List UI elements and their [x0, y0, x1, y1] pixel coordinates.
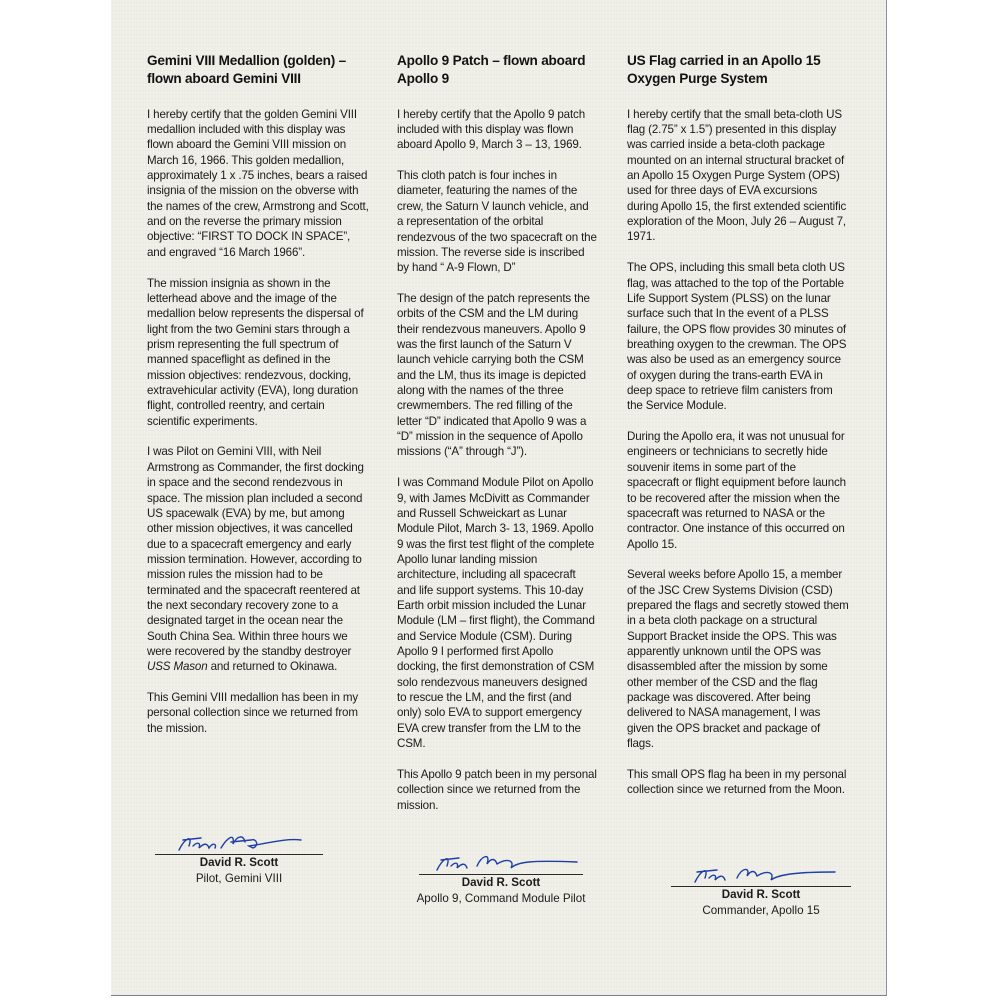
signer-name: David R. Scott — [461, 876, 541, 889]
signer-role: Commander, Apollo 15 — [702, 903, 820, 917]
paragraph: I was Command Module Pilot on Apollo 9, with James McDivitt as Commander and Russell Schweickart as Lunar Module Pilot, March 3- 13, 1969. Apollo 9 was the first test flight of the complete Apollo lunar landing mission architecture, including all spacecraft and life support systems. This 10-day Earth orbit mission included the Lunar Module (LM – first flight), the Command and Service Module (CSM). During Apollo 9 I performed first Apollo docking, the first demonstration of CSM solo rendezvous maneuvers designed to rescue the LM, and the first (and only) solo EVA to support emergency EVA crew transfer from the LM to the CSM. — [397, 476, 595, 751]
paragraph: The mission insignia as shown in the letterhead above and the image of the medallion below represents the dispersal of light from the two Gemini stars through a prism representing the full spectrum of manned spaceflight as defined in the mission objectives: rendezvous, docking, extravehicular activity (EVA), long duration flight, controlled reentry, and certain scientific experiments. — [147, 276, 364, 428]
column-apollo-9 — [397, 52, 597, 829]
paragraph-text: and returned to Okinawa. — [207, 660, 338, 674]
signature-line — [155, 832, 323, 855]
signer-role: Apollo 9, Command Module Pilot — [416, 891, 586, 905]
paragraph: Several weeks before Apollo 15, a member of the JSC Crew Systems Division (CSD) prepared the flags and secretly stowed them in a beta cloth package on a structural Support Bracket inside the OPS. This was apparently unknown until the OPS was disassembled after the mission by some other member of the CSD and the flag package was discovered. After being delivered to NASA management, I was given the OPS bracket and package of flags. — [627, 568, 849, 751]
paragraph: This cloth patch is four inches in diameter, featuring the names of the crew, the Saturn V launch vehicle, and a representation of the orbital rendezvous of the two spacecraft on the mission. The reverse side is inscribed by hand “ A-9 Flown, D” — [397, 169, 597, 275]
paragraph: This small OPS flag ha been in my personal collection since we returned from the Moon. — [627, 768, 847, 797]
column-gemini-viii — [147, 52, 369, 752]
paragraph: The OPS, including this small beta cloth US flag, was attached to the top of the Portable Life Support System (PLSS) on the lunar surface such that In the event of a PLSS failure, the OPS flow provides 30 minutes of breathing oxygen to the crewman. The OPS was also be used as an emergency source of oxygen during the trans-earth EVA in deep space to retrieve film canisters from the Service Module. — [627, 261, 847, 413]
signer-name: David R. Scott — [721, 888, 801, 901]
signature-icon — [689, 862, 839, 888]
paragraph: I hereby certify that the small beta-cloth US flag (2.75” x 1.5”) presented in this display was carried inside a beta-cloth package mounted on an internal structural bracket of an Apollo 15 Oxygen Purge System (OPS) used for three days of EVA excursions during Apollo 15, the first extended scientific exploration of the Moon, July 26 – August 7, 1971. — [627, 107, 847, 244]
paragraph: I hereby certify that the Apollo 9 patch included with this display was flown aboard Apollo 9, March 3 – 13, 1969. — [397, 107, 585, 152]
ship-name: USS Mason — [147, 660, 208, 674]
certificate-sheet — [111, 0, 887, 996]
paragraph: The design of the patch represents the orbits of the CSM and the LM during their rendezvous maneuvers. Apollo 9 was the first launch of the Saturn V launch vehicle carrying both the CSM and the LM, thus its image is depicted along with the names of the three crewmembers. The red filling of the letter “D” indicated that Apollo 9 was a “D” mission in the sequence of Apollo missions (“A” through “J”). — [397, 292, 590, 459]
paragraph: This Apollo 9 patch been in my personal collection since we returned from the mission. — [397, 768, 597, 812]
section-title: Gemini VIII Medallion (golden) – flown aboard Gemini VIII — [147, 53, 347, 86]
signature-block-apollo-9 — [401, 852, 601, 906]
signer-role: Pilot, Gemini VIII — [195, 871, 283, 885]
paragraph: I hereby certify that the golden Gemini VIII medallion included with this display was flown aboard the Gemini VIII mission on March 16, 1966. This golden medallion, approximately 1 x .75 inches, bears a raised insignia of the mission on the obverse with the names of the crew, Armstrong and Scott, and on the reverse the primary mission objective: “FIRST TO DOCK IN SPACE”, and engraved “16 March 1966”. — [147, 107, 369, 259]
paragraph — [147, 444, 369, 674]
section-title: US Flag carried in an Apollo 15 Oxygen Purge System — [627, 53, 821, 86]
signature-icon — [431, 848, 581, 876]
paragraph: During the Apollo era, it was not unusual for engineers or technicians to secretly hide souvenir items in some part of the spacecraft or flight equipment before launch to be recovered after the mission when the spacecraft was returned to NASA or the contractor. One instance of this occurred on Apollo 15. — [627, 430, 846, 551]
signer-name: David R. Scott — [199, 856, 279, 869]
signature-icon — [175, 828, 305, 856]
signature-block-gemini — [155, 832, 323, 886]
column-apollo-15 — [627, 52, 849, 798]
signature-line — [671, 868, 851, 887]
section-title: Apollo 9 Patch – flown aboard Apollo 9 — [397, 53, 586, 86]
paragraph-text: I was Pilot on Gemini VIII, with Neil Armstrong as Commander, the first docking in space and the second rendezvous in space. The mission plan included a second US spacewalk (EVA) by me, but among other mission objectives, it was cancelled due to a spacecraft emergency and early mission termination. However, according to mission rules the mission had to be terminated and the spacecraft reentered at the next secondary recovery zone to a designated target in the ocean near the South China Sea. Within three hours we were recovered by the standby destroyer — [147, 445, 364, 658]
signature-line — [419, 852, 583, 875]
paragraph: This Gemini VIII medallion has been in my personal collection since we returned from the mission. — [147, 691, 359, 735]
signature-block-apollo-15 — [671, 868, 851, 918]
